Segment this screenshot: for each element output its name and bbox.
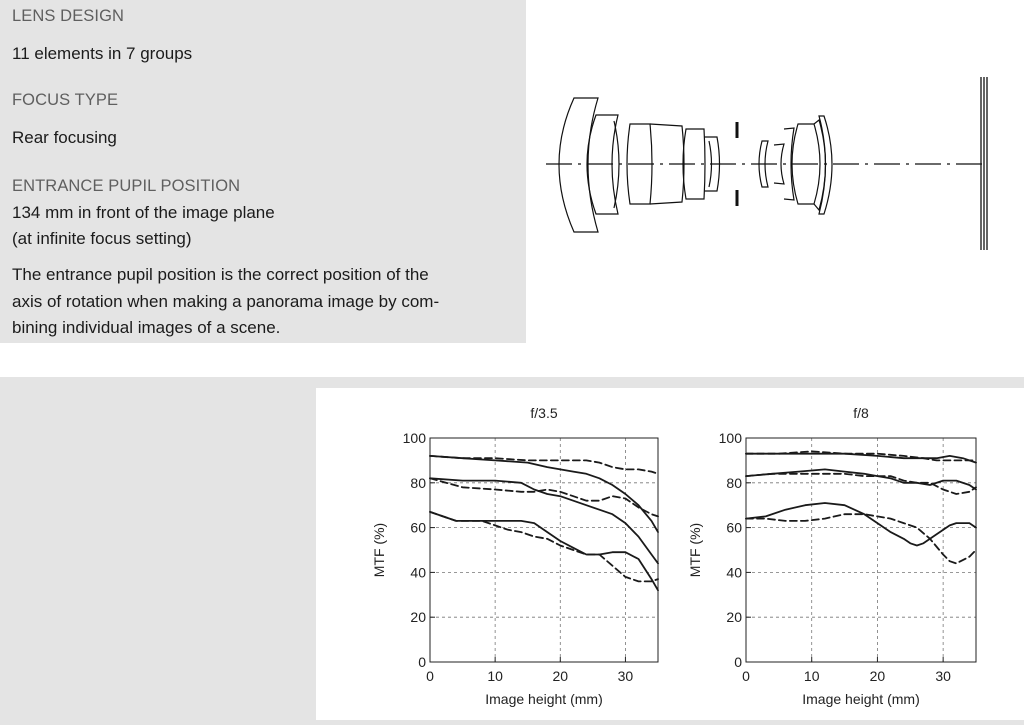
lens-design-heading: LENS DESIGN bbox=[12, 7, 125, 25]
description-line-2: axis of rotation when making a panorama image by com- bbox=[12, 291, 440, 311]
chart2-xlabel: Image height (mm) bbox=[802, 691, 920, 707]
chart2-series-tangential-mid bbox=[746, 474, 976, 494]
chart1-ylabel: MTF (%) bbox=[371, 522, 387, 578]
chart2-ytick-label-80: 80 bbox=[726, 474, 742, 491]
chart1-xtick-label-20: 20 bbox=[552, 668, 569, 684]
chart1-series-sagittal-low bbox=[430, 512, 658, 590]
chart1-ytick-label-0: 0 bbox=[418, 654, 426, 670]
lens-element-1 bbox=[559, 98, 598, 232]
chart2-title: f/8 bbox=[853, 405, 869, 421]
chart2-xtick-label-30: 30 bbox=[935, 668, 951, 684]
chart2-xtick-label-0: 0 bbox=[742, 668, 750, 684]
lens-element-14 bbox=[819, 116, 832, 214]
lens-diagram-panel bbox=[526, 0, 1024, 343]
chart1-ytick-label-20: 20 bbox=[410, 609, 426, 626]
mtf-charts bbox=[316, 388, 1024, 720]
chart2-xtick-label-20: 20 bbox=[869, 668, 886, 684]
chart2-xtick-label-10: 10 bbox=[803, 668, 820, 684]
chart2-series-tangential-low bbox=[746, 514, 976, 563]
chart2-ylabel: MTF (%) bbox=[687, 522, 703, 578]
chart1-frame bbox=[430, 438, 658, 662]
chart2-series-sagittal-mid bbox=[746, 469, 976, 489]
chart2-series-tangential-high bbox=[746, 451, 976, 460]
chart2-ytick-label-0: 0 bbox=[734, 654, 742, 670]
chart1-ytick-label-40: 40 bbox=[410, 564, 426, 581]
chart1-xtick-label-30: 30 bbox=[617, 668, 634, 684]
chart1-xtick-label-10: 10 bbox=[487, 668, 503, 684]
entrance-pupil-line-1: 134 mm in front of the image plane bbox=[12, 203, 275, 222]
description-line-3: bining individual images of a scene. bbox=[12, 318, 281, 337]
chart1-series-tangential-high bbox=[430, 456, 658, 474]
chart1-title: f/3.5 bbox=[530, 405, 558, 421]
description-line-1: The entrance pupil position is the correct position of the bbox=[12, 265, 429, 284]
chart1-series-tangential-mid bbox=[430, 478, 658, 516]
chart1-ytick-label-60: 60 bbox=[410, 519, 426, 536]
entrance-pupil-description bbox=[12, 262, 439, 342]
lens-diagram bbox=[526, 0, 1024, 343]
chart2-frame bbox=[746, 438, 976, 662]
chart2-ytick-label-60: 60 bbox=[726, 519, 742, 536]
chart1-xlabel: Image height (mm) bbox=[485, 691, 603, 707]
chart1-xtick-label-0: 0 bbox=[426, 668, 434, 684]
chart2-series-sagittal-high bbox=[746, 454, 976, 463]
mtf-panel bbox=[316, 388, 1024, 720]
chart2-ytick-label-100: 100 bbox=[718, 430, 742, 446]
chart1-ytick-label-100: 100 bbox=[402, 430, 426, 446]
entrance-pupil-heading: ENTRANCE PUPIL POSITION bbox=[12, 177, 241, 195]
chart2-series-sagittal-low bbox=[746, 503, 976, 546]
entrance-pupil-line-2: (at infinite focus setting) bbox=[12, 229, 192, 248]
section-divider bbox=[0, 343, 1024, 377]
chart2-ytick-label-20: 20 bbox=[726, 609, 742, 626]
focus-type-value: Rear focusing bbox=[12, 128, 117, 147]
chart1-ytick-label-80: 80 bbox=[410, 474, 426, 491]
lens-design-value: 11 elements in 7 groups bbox=[12, 44, 193, 63]
chart2-ytick-label-40: 40 bbox=[726, 564, 742, 581]
focus-type-heading: FOCUS TYPE bbox=[12, 91, 119, 109]
